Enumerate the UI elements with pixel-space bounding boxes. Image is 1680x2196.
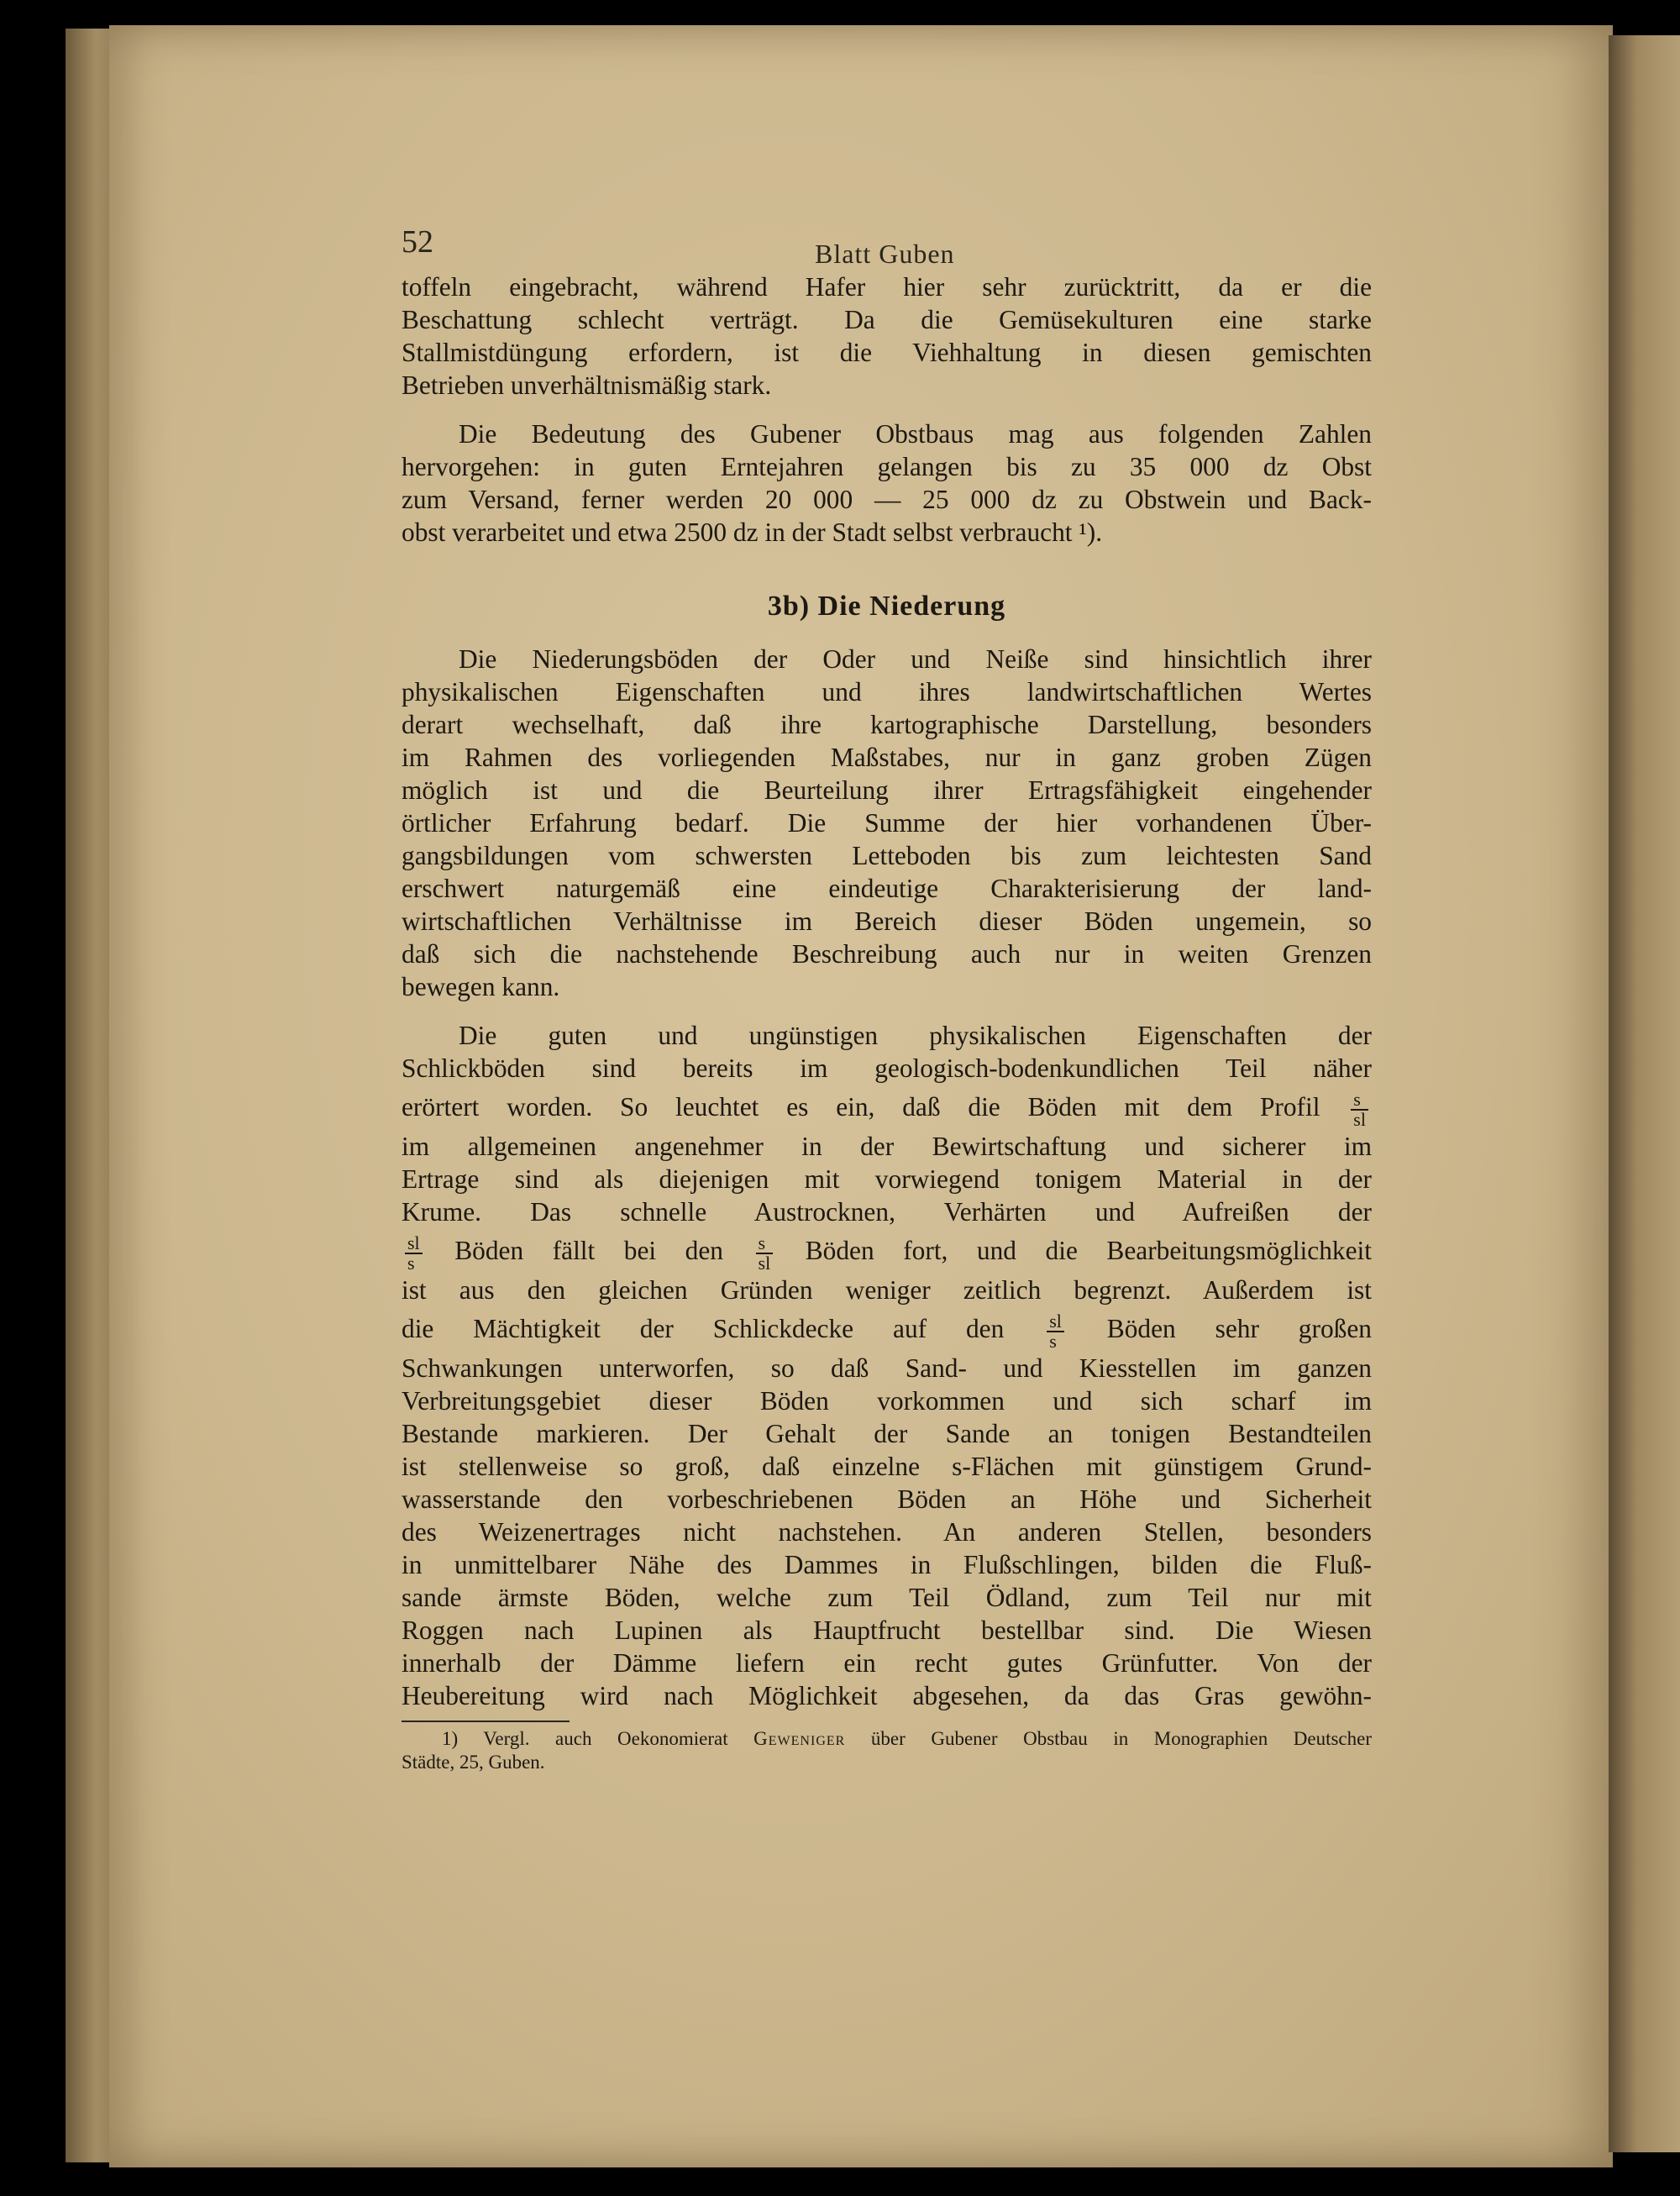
text-line: im Rahmen des vorliegenden Maßstabes, nur in ganz groben Zügen xyxy=(402,743,1372,772)
text-line: ist stellenweise so groß, daß einzelne s-Flächen mit günstigem Grund- xyxy=(402,1452,1372,1481)
text-line: Heubereitung wird nach Möglichkeit abgesehen, da das Gras gewöhn- xyxy=(402,1681,1372,1710)
text-line: physikalischen Eigenschaften und ihres landwirtschaftlichen Wertes xyxy=(402,677,1372,707)
fraction-denominator: sl xyxy=(758,1252,771,1274)
text-line: Betrieben unverhältnismäßig stark. xyxy=(402,370,772,400)
text-line: innerhalb der Dämme liefern ein recht gutes Grünfutter. Von der xyxy=(402,1648,1372,1678)
text-line: erschwert naturgemäß eine eindeutige Charakterisierung der land- xyxy=(402,874,1372,903)
fraction-numerator: s xyxy=(1351,1090,1368,1111)
fraction-denominator: s xyxy=(1049,1330,1057,1352)
text-line-with-fraction xyxy=(402,1085,1372,1130)
fraction-s-over-sl xyxy=(1351,1090,1368,1129)
fraction-s-over-sl xyxy=(756,1234,774,1273)
page-content xyxy=(402,220,1372,1774)
text-line: Die Bedeutung des Gubener Obstbaus mag aus folgenden Zahlen xyxy=(459,419,1372,449)
paragraph-1 xyxy=(402,271,1372,402)
fraction-numerator: sl xyxy=(1047,1312,1064,1332)
text-line: Ertrage sind als diejenigen mit vorwiegend tonigem Material in der xyxy=(402,1164,1372,1194)
footnote-text: über Gubener Obstbau in Monographien Deutscher xyxy=(870,1728,1373,1749)
text-segment: Böden sehr großen xyxy=(1106,1314,1372,1343)
text-line: Schwankungen unterworfen, so daß Sand- und Kiesstellen im ganzen xyxy=(402,1353,1372,1383)
text-line: ist aus den gleichen Gründen weniger zeitlich begrenzt. Außerdem ist xyxy=(402,1275,1372,1305)
text-line: in unmittelbarer Nähe des Dammes in Flußschlingen, bilden die Fluß- xyxy=(402,1550,1372,1579)
text-line: sande ärmste Böden, welche zum Teil Ödland, zum Teil nur mit xyxy=(402,1583,1372,1612)
fraction-denominator: sl xyxy=(1353,1108,1366,1130)
text-line: obst verarbeitet und etwa 2500 dz in der Stadt selbst verbraucht ¹). xyxy=(402,517,1103,547)
footnote-divider xyxy=(402,1721,570,1722)
page-number: 52 xyxy=(402,224,433,260)
text-line: wirtschaftlichen Verhältnisse im Bereich dieser Böden ungemein, so xyxy=(402,906,1372,936)
text-line: hervorgehen: in guten Erntejahren gelangen bis zu 35 000 dz Obst xyxy=(402,452,1372,481)
fraction-sl-over-s xyxy=(405,1234,423,1273)
text-line: Die Niederungsböden der Oder und Neiße sind hinsichtlich ihrer xyxy=(459,644,1372,674)
text-line: Stallmistdüngung erfordern, ist die Viehhaltung in diesen gemischten xyxy=(402,338,1372,367)
section-heading: 3b) Die Niederung xyxy=(767,591,1006,622)
footnote-line xyxy=(402,1727,1372,1751)
facing-page-edge xyxy=(1609,35,1680,2152)
text-segment: die Mächtigkeit der Schlickdecke auf den xyxy=(402,1314,1005,1343)
paragraph-4 xyxy=(402,1019,1372,1712)
text-segment: Böden fort, und die Bearbeitungsmöglichkeit xyxy=(805,1236,1372,1265)
text-line: Roggen nach Lupinen als Hauptfrucht bestellbar sind. Die Wiesen xyxy=(402,1615,1372,1645)
footnote-text: 1) Vergl. auch Oekonomierat xyxy=(442,1728,728,1749)
text-line: Die guten und ungünstigen physikalischen Eigenschaften der xyxy=(459,1021,1372,1050)
fraction-numerator: sl xyxy=(405,1234,423,1254)
text-line: Krume. Das schnelle Austrocknen, Verhärten und Aufreißen der xyxy=(402,1197,1372,1227)
text-line: gangsbildungen vom schwersten Letteboden bis zum leichtesten Sand xyxy=(402,841,1372,870)
text-line: wasserstande den vorbeschriebenen Böden an Höhe und Sicherheit xyxy=(402,1484,1372,1514)
text-line: Bestande markieren. Der Gehalt der Sande an tonigen Bestandteilen xyxy=(402,1419,1372,1448)
text-line: örtlicher Erfahrung bedarf. Die Summe der hier vorhandenen Über- xyxy=(402,808,1372,838)
text-line: bewegen kann. xyxy=(402,972,560,1001)
text-line: daß sich die nachstehende Beschreibung auch nur in weiten Grenzen xyxy=(402,939,1372,969)
paragraph-2 xyxy=(402,418,1372,549)
text-segment: Böden fällt bei den xyxy=(454,1236,723,1265)
text-line: möglich ist und die Beurteilung ihrer Ertragsfähigkeit eingehender xyxy=(402,775,1372,805)
text-line: des Weizenertrages nicht nachstehen. An anderen Stellen, besonders xyxy=(402,1517,1372,1547)
text-line: im allgemeinen angenehmer in der Bewirtschaftung und sicherer im xyxy=(402,1132,1372,1161)
text-line: toffeln eingebracht, während Hafer hier sehr zurücktritt, da er die xyxy=(402,272,1372,302)
text-line: derart wechselhaft, daß ihre kartographische Darstellung, besonders xyxy=(402,710,1372,739)
fraction-sl-over-s xyxy=(1047,1312,1064,1351)
text-line-with-fraction xyxy=(402,1306,1372,1352)
text-line: Beschattung schlecht verträgt. Da die Gemüsekulturen eine starke xyxy=(402,305,1372,334)
fraction-numerator: s xyxy=(756,1234,774,1254)
running-title: Blatt Guben xyxy=(815,239,955,269)
running-head xyxy=(402,220,1372,271)
fraction-denominator: s xyxy=(407,1252,415,1274)
text-line: Schlickböden sind bereits im geologisch-bodenkundlichen Teil näher xyxy=(402,1053,1372,1083)
paragraph-3 xyxy=(402,643,1372,1003)
text-line: Verbreitungsgebiet dieser Böden vorkommen und sich scharf im xyxy=(402,1386,1372,1416)
text-line-with-fraction xyxy=(402,1228,1372,1274)
footnote-author: Geweniger xyxy=(753,1728,846,1749)
footnote xyxy=(402,1727,1372,1774)
text-segment: erörtert worden. So leuchtet es ein, daß die Böden mit dem Profil xyxy=(402,1092,1320,1122)
footnote-line: Städte, 25, Guben. xyxy=(402,1752,545,1773)
text-line: zum Versand, ferner werden 20 000 — 25 000 dz zu Obstwein und Back- xyxy=(402,485,1372,514)
